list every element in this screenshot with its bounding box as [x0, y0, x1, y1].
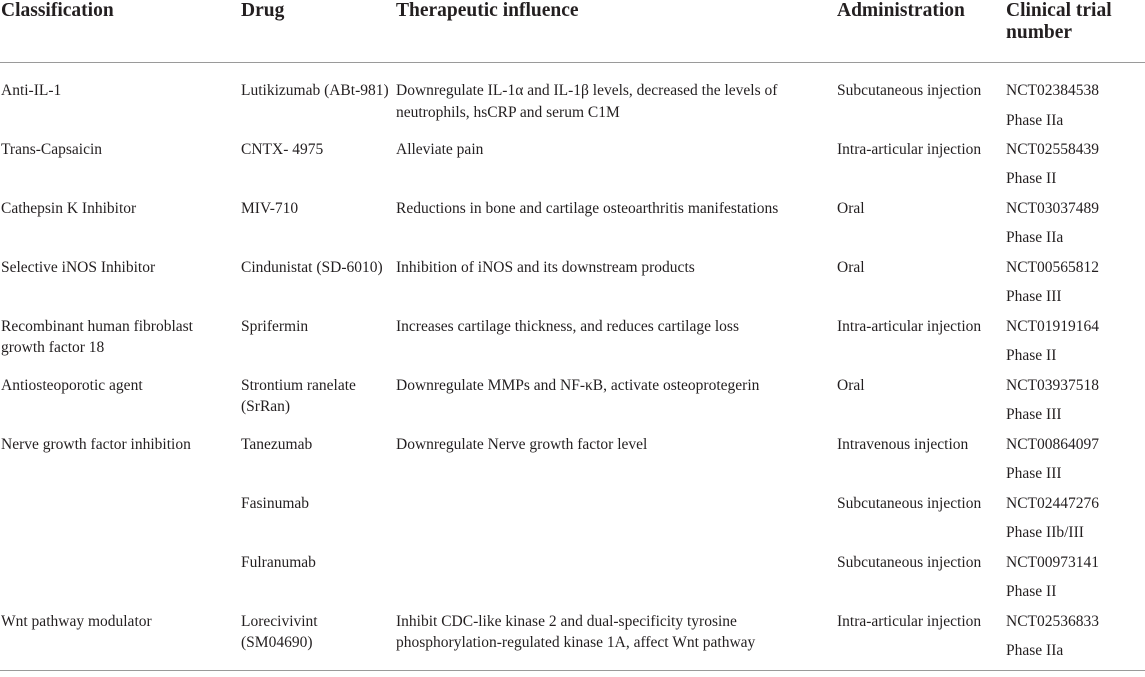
cell-classification: Trans-Capsaicin: [1, 140, 103, 158]
trial-number: NCT03937518: [1006, 376, 1099, 394]
cell-classification: Cathepsin K Inhibitor: [1, 199, 137, 217]
cell-drug: Strontium ranelate (SrRan): [241, 376, 356, 415]
header-therapeutic-influence: Therapeutic influence: [394, 0, 835, 63]
header-drug: Drug: [239, 0, 394, 63]
cell-administration: Oral: [837, 376, 865, 394]
cell-classification: [0, 552, 239, 611]
cell-drug: Fasinumab: [241, 494, 310, 512]
trial-phase: Phase IIa: [1006, 642, 1064, 659]
table-row: [0, 316, 1145, 375]
cell-drug: Lorecivivint (SM04690): [239, 611, 394, 671]
trial-phase: Phase II: [1006, 170, 1057, 187]
cell-administration: Subcutaneous injection: [837, 494, 982, 512]
trial-phase: Phase III: [1006, 465, 1062, 482]
cell-administration: Oral: [837, 258, 865, 276]
table-row: [0, 257, 1145, 316]
cell-drug: Lutikizumab (ABt-981): [241, 82, 389, 99]
cell-clinical-trial: [1004, 139, 1145, 198]
trial-number: NCT02384538: [1006, 82, 1099, 99]
header-administration: Administration: [835, 0, 1004, 63]
cell-clinical-trial: [1004, 611, 1145, 671]
cell-drug: Cindunistat (SD-6010): [241, 258, 383, 276]
cell-classification: Wnt pathway modulator: [0, 611, 239, 671]
cell-classification: [0, 493, 239, 552]
cell-classification: Selective iNOS Inhibitor: [1, 258, 156, 276]
trial-number: NCT01919164: [1006, 317, 1099, 335]
trial-number: NCT00973141: [1006, 553, 1099, 571]
trial-phase: Phase IIa: [1006, 229, 1064, 246]
cell-administration: Intravenous injection: [837, 435, 969, 453]
header-clinical-trial-number: Clinical trial number: [1004, 0, 1145, 63]
trial-phase: Phase II: [1006, 583, 1057, 600]
cell-administration: Intra-articular injection: [837, 140, 982, 158]
table-row: [0, 611, 1145, 671]
cell-clinical-trial: [1004, 316, 1145, 375]
cell-clinical-trial: [1004, 257, 1145, 316]
trial-phase: Phase II: [1006, 347, 1057, 364]
cell-drug: Fulranumab: [241, 553, 316, 571]
cell-therapeutic-influence: [394, 493, 835, 552]
table-row: [0, 139, 1145, 198]
cell-administration: Intra-articular injection: [835, 611, 1004, 671]
cell-administration: Subcutaneous injection: [837, 553, 982, 571]
table-row: [0, 552, 1145, 611]
table-row: [0, 198, 1145, 257]
table-header: [0, 0, 1145, 63]
trial-phase: Phase III: [1006, 288, 1062, 305]
cell-therapeutic-influence: Downregulate IL-1α and IL-1β levels, decreased the levels of neutrophils, hsCRP and serum C1M: [396, 82, 778, 121]
cell-therapeutic-influence: [394, 552, 835, 611]
trial-phase: Phase III: [1006, 406, 1062, 423]
cell-administration: Oral: [837, 199, 865, 217]
header-classification: Classification: [0, 0, 239, 63]
cell-classification: Recombinant human fibroblast growth factor 18: [1, 317, 193, 356]
trial-number: NCT02558439: [1006, 140, 1099, 158]
cell-clinical-trial: [1004, 375, 1145, 434]
cell-therapeutic-influence: Reductions in bone and cartilage osteoarthritis manifestations: [396, 199, 779, 217]
cell-clinical-trial: [1004, 493, 1145, 552]
cell-clinical-trial: [1004, 552, 1145, 611]
trial-number: NCT02447276: [1006, 494, 1099, 512]
table-row: [0, 375, 1145, 434]
table-body: [0, 63, 1145, 671]
cell-clinical-trial: [1004, 434, 1145, 493]
table-row: [0, 493, 1145, 552]
trial-number: NCT03037489: [1006, 199, 1099, 217]
cell-therapeutic-influence: Alleviate pain: [396, 140, 484, 158]
table-row: [0, 63, 1145, 139]
cell-classification: Anti-IL-1: [1, 82, 62, 99]
cell-drug: MIV-710: [241, 199, 299, 217]
cell-drug: Sprifermin: [241, 317, 309, 335]
cell-administration: Intra-articular injection: [837, 317, 982, 335]
cell-clinical-trial: [1004, 63, 1145, 139]
trial-number: NCT00565812: [1006, 258, 1099, 276]
trial-phase: Phase IIb/III: [1006, 524, 1084, 541]
cell-therapeutic-influence: Increases cartilage thickness, and reduces cartilage loss: [396, 317, 739, 335]
trial-number: NCT00864097: [1006, 435, 1099, 453]
table-row: [0, 434, 1145, 493]
trial-number: NCT02536833: [1006, 612, 1099, 630]
cell-classification: Antiosteoporotic agent: [1, 376, 143, 394]
cell-therapeutic-influence: Downregulate MMPs and NF-κB, activate osteoprotegerin: [396, 376, 760, 394]
cell-classification: Nerve growth factor inhibition: [1, 435, 191, 453]
cell-therapeutic-influence: Downregulate Nerve growth factor level: [396, 435, 648, 453]
cell-therapeutic-influence: Inhibit CDC-like kinase 2 and dual-specificity tyrosine phosphorylation-regulated kinase 1A, affect Wnt pathway: [394, 611, 835, 671]
cell-administration: Subcutaneous injection: [837, 82, 982, 99]
cell-therapeutic-influence: Inhibition of iNOS and its downstream products: [396, 258, 695, 276]
trial-phase: Phase IIa: [1006, 111, 1064, 129]
cell-clinical-trial: [1004, 198, 1145, 257]
cell-drug: Tanezumab: [241, 435, 313, 453]
cell-drug: CNTX- 4975: [241, 140, 324, 158]
header-row: [0, 0, 1145, 63]
